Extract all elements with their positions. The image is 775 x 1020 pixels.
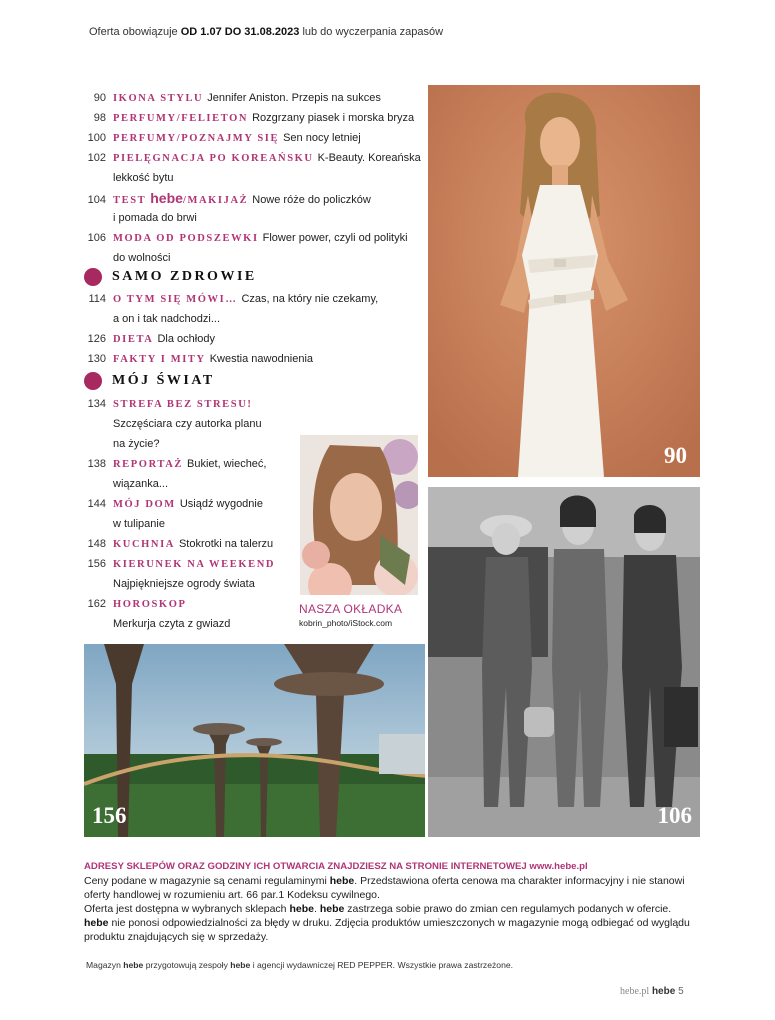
publisher-text: przygotowują zespoły (145, 960, 228, 970)
toc-category: TEST (113, 195, 147, 206)
toc-page-number: 156 (87, 558, 106, 570)
brand-name: hebe (123, 960, 144, 970)
cover-illustration (300, 435, 418, 595)
gardens-illustration (84, 644, 425, 837)
disclaimer-text: Ceny podane w magazynie są cenami regulaminymi (84, 875, 327, 887)
toc-category: O TYM SIĘ MÓWI… (113, 294, 238, 305)
gardens-photo[interactable] (84, 644, 425, 837)
disclaimer-text: nie ponosi odpowiedzialności za błędy w druku. Zdjęcia produktów umieszczonych w magazynie mogą odbiegać od wyglądu produktu znajdujących się w sprzedaży. (84, 917, 690, 943)
footer-info (84, 860, 704, 944)
photo-page-number: 106 (657, 803, 692, 828)
toc-page-number: 90 (93, 92, 106, 104)
section-heading (84, 268, 257, 290)
toc-title: Czas, na który nie czekamy, (241, 293, 379, 305)
toc-category: IKONA STYLU (113, 93, 204, 104)
toc-page-number: 114 (88, 293, 106, 305)
toc-category: MÓJ DOM (113, 499, 176, 510)
toc-title: Usiądź wygodnie (179, 498, 263, 510)
toc-title: Kwestia nawodnienia (209, 353, 314, 365)
toc-title: Sen nocy letniej (283, 132, 361, 144)
toc-title: K-Beauty. Koreańska (317, 152, 421, 164)
toc-entry[interactable] (84, 329, 414, 350)
disclaimer-errors (84, 916, 704, 944)
toc-title-continued: i pomada do brwi (113, 212, 197, 224)
section-title: MÓJ ŚWIAT (112, 373, 215, 388)
toc-page-number: 138 (87, 458, 106, 470)
toc-page-number: 144 (87, 498, 106, 510)
toc-page-number: 104 (87, 194, 106, 206)
section-title: SAMO ZDROWIE (112, 269, 257, 284)
photo-page-number: 156 (92, 803, 127, 828)
toc-category: STREFA BEZ STRESU! (113, 399, 253, 410)
brand-name: hebe (319, 903, 345, 915)
disclaimer-text: Oferta jest dostępna w wybranych sklepach (84, 903, 287, 915)
group-illustration (428, 487, 700, 837)
cover-caption: NASZA OKŁADKA (299, 602, 403, 616)
flower-power-photo[interactable] (428, 487, 700, 837)
toc-category: DIETA (113, 334, 154, 345)
disclaimer-text: zastrzega sobie prawo do zmian cen regulamych podanych w ofercie. (347, 903, 672, 915)
cover-model-photo[interactable] (300, 435, 418, 595)
toc-page-number: 106 (87, 232, 106, 244)
toc-entry[interactable] (84, 394, 414, 415)
toc-title-continued: wiązanka... (113, 478, 169, 490)
cover-photo-credit: kobrin_photo/iStock.com (299, 618, 393, 628)
website[interactable]: hebe.pl (620, 986, 650, 997)
toc-entry[interactable] (84, 128, 414, 149)
disclaimer-availability (84, 902, 704, 916)
toc-page-number: 126 (87, 333, 106, 345)
section-heading (84, 372, 215, 394)
toc-title-continued: Merkurja czyta z gwiazd (113, 618, 231, 630)
section-bullet (84, 372, 102, 390)
section-bullet (84, 268, 102, 286)
toc-title: Stokrotki na talerzu (178, 538, 274, 550)
disclaimer-text: . Przedstawiona oferta cenowa ma charakter informacyjny i nie stanowi oferty handlowej w rozumieniu art. 66 par.1 Kodeksu cywilnego. (84, 875, 685, 901)
toc-category: PERFUMY/POZNAJMY SIĘ (113, 133, 280, 144)
toc-entry[interactable] (84, 88, 414, 109)
publisher-note (86, 960, 513, 970)
toc-category: PERFUMY/FELIETON (113, 113, 249, 124)
offer-validity-line (89, 26, 443, 38)
offer-suffix: lub do wyczerpania zapasów (302, 26, 444, 38)
publisher-text: i agencji wydawniczej RED PEPPER. Wszystkie prawa zastrzeżone. (252, 960, 514, 970)
toc-page-number: 102 (87, 152, 106, 164)
toc-title: Bukiet, wiecheć, (187, 458, 267, 470)
toc-title-continued: na życie? (113, 438, 160, 450)
toc-entry[interactable] (84, 228, 414, 249)
toc-category: PIELĘGNACJA PO KOREAŃSKU (113, 153, 314, 164)
store-addresses-note[interactable]: ADRESY SKLEPÓW ORAZ GODZINY ICH OTWARCIA ZNAJDZIESZ NA STRONIE INTERNETOWEJ www.hebe.pl (84, 861, 588, 872)
toc-page-number: 134 (87, 398, 106, 410)
page-number: 5 (678, 986, 684, 997)
brand-name: hebe (651, 986, 676, 997)
toc-page-number: 162 (87, 598, 106, 610)
toc-page-number: 98 (93, 112, 106, 124)
toc-title: Dla ochłody (157, 333, 215, 345)
aniston-photo[interactable] (428, 85, 700, 477)
toc-title-continued: a on i tak nadchodzi... (113, 313, 221, 325)
brand-name: hebe (84, 917, 109, 929)
toc-title-continued: Najpiękniejsze ogrody świata (113, 578, 255, 590)
toc-category: MODA OD PODSZEWKI (113, 233, 259, 244)
brand-name: hebe (289, 903, 314, 915)
aniston-illustration (428, 85, 700, 477)
toc-title: Nowe róże do policzków (252, 194, 371, 206)
toc-category: HOROSKOP (113, 599, 187, 610)
toc-category: /MAKIJAŻ (182, 195, 249, 206)
toc-title: Jennifer Aniston. Przepis na sukces (207, 92, 381, 104)
toc-category: KIERUNEK NA WEEKEND (113, 559, 276, 570)
toc-title: Flower power, czyli od polityki (262, 232, 408, 244)
toc-entry[interactable] (84, 289, 414, 310)
toc-entry[interactable] (84, 349, 414, 370)
toc-page-number: 100 (87, 132, 106, 144)
toc-title: Rozgrzany piasek i morska bryza (252, 112, 415, 124)
toc-title-continued: do wolności (113, 252, 171, 264)
offer-prefix: Oferta obowiązuje (89, 26, 178, 38)
offer-dates: OD 1.07 DO 31.08.2023 (180, 26, 300, 38)
disclaimer-prices (84, 874, 704, 902)
photo-page-number: 90 (664, 443, 687, 468)
toc-page-number: 130 (87, 353, 106, 365)
brand-name: hebe (329, 875, 355, 887)
toc-category: KUCHNIA (113, 539, 175, 550)
toc-entry[interactable] (84, 148, 421, 169)
toc-entry[interactable] (84, 108, 414, 129)
toc-category: REPORTAŻ (113, 459, 183, 470)
toc-title-continued: w tulipanie (113, 518, 165, 530)
hebe-logo: hebe (150, 190, 183, 206)
toc-title-continued: lekkość bytu (113, 172, 174, 184)
page-footer (620, 986, 684, 997)
toc-page-number: 148 (87, 538, 106, 550)
publisher-text: Magazyn (86, 960, 121, 970)
brand-name: hebe (230, 960, 251, 970)
toc-category: FAKTY I MITY (113, 354, 206, 365)
disclaimer-text: . (313, 903, 317, 915)
toc-title-continued: Szczęściara czy autorka planu (113, 418, 262, 430)
